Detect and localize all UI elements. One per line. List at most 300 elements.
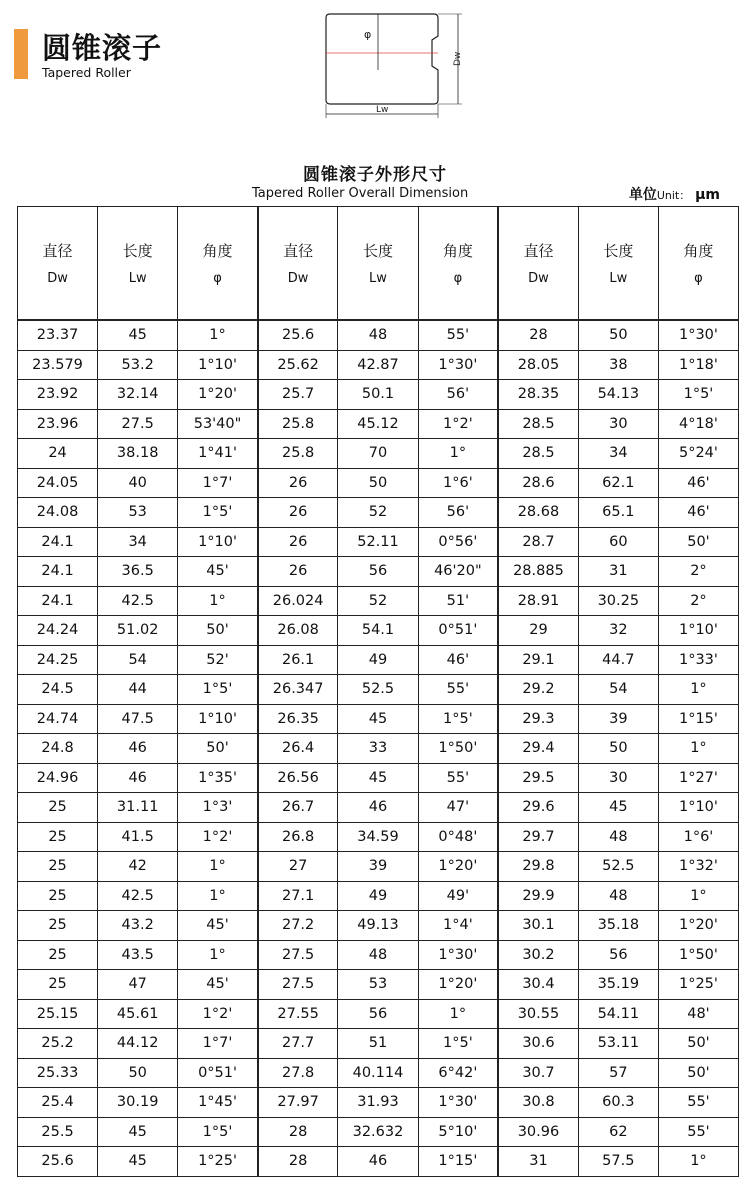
table-cell: 25.5	[18, 1117, 98, 1147]
brand-title-cn: 圆锥滚子	[42, 31, 163, 65]
table-cell: 33	[338, 734, 418, 764]
table-cell: 45	[98, 1117, 178, 1147]
table-cell: 46	[338, 1147, 418, 1177]
table-cell: 1°15'	[418, 1147, 498, 1177]
table-cell: 49	[338, 881, 418, 911]
table-cell: 1°30'	[418, 350, 498, 380]
column-header: 长度 Lw	[338, 207, 418, 321]
table-cell: 44	[98, 675, 178, 705]
column-header: 长度 Lw	[578, 207, 658, 321]
table-row	[18, 763, 739, 793]
roller-outline	[326, 14, 438, 104]
header-row	[18, 207, 739, 321]
table-cell: 45	[578, 793, 658, 823]
table-cell: 62	[578, 1117, 658, 1147]
table-cell: 25.2	[18, 1029, 98, 1059]
table-row	[18, 1058, 739, 1088]
table-cell: 27.97	[258, 1088, 338, 1118]
table-cell: 1°2'	[178, 999, 258, 1029]
table-row	[18, 1117, 739, 1147]
table-cell: 53.2	[98, 350, 178, 380]
table-cell: 54.11	[578, 999, 658, 1029]
table-cell: 28.885	[498, 557, 578, 587]
table-cell: 25	[18, 940, 98, 970]
table-cell: 1°27'	[658, 763, 738, 793]
table-cell: 27.8	[258, 1058, 338, 1088]
table-cell: 1°15'	[658, 704, 738, 734]
table-cell: 2°	[658, 557, 738, 587]
table-cell: 55'	[658, 1117, 738, 1147]
table-cell: 46'20"	[418, 557, 498, 587]
table-row	[18, 881, 739, 911]
table-row	[18, 616, 739, 646]
table-cell: 32.14	[98, 380, 178, 410]
table-cell: 1°	[178, 320, 258, 350]
table-cell: 50'	[658, 1029, 738, 1059]
table-cell: 1°	[658, 734, 738, 764]
table-row	[18, 704, 739, 734]
table-cell: 1°33'	[658, 645, 738, 675]
table-cell: 28.35	[498, 380, 578, 410]
table-cell: 26	[258, 498, 338, 528]
table-cell: 45'	[178, 557, 258, 587]
table-cell: 31	[578, 557, 658, 587]
table-cell: 28.7	[498, 527, 578, 557]
table-cell: 29	[498, 616, 578, 646]
table-cell: 45'	[178, 970, 258, 1000]
table-cell: 30.96	[498, 1117, 578, 1147]
table-cell: 56	[338, 557, 418, 587]
table-cell: 45.12	[338, 409, 418, 439]
table-cell: 1°10'	[658, 616, 738, 646]
table-cell: 30.55	[498, 999, 578, 1029]
table-cell: 29.4	[498, 734, 578, 764]
table-cell: 56	[578, 940, 658, 970]
table-cell: 1°45'	[178, 1088, 258, 1118]
table-cell: 49	[338, 645, 418, 675]
table-cell: 1°	[658, 1147, 738, 1177]
table-cell: 27	[258, 852, 338, 882]
table-cell: 25	[18, 881, 98, 911]
table-cell: 46	[338, 793, 418, 823]
table-cell: 29.2	[498, 675, 578, 705]
table-cell: 1°5'	[658, 380, 738, 410]
table-cell: 56'	[418, 380, 498, 410]
table-cell: 34.59	[338, 822, 418, 852]
table-cell: 53	[338, 970, 418, 1000]
table-cell: 1°10'	[178, 704, 258, 734]
table-cell: 43.2	[98, 911, 178, 941]
table-cell: 50'	[658, 1058, 738, 1088]
table-cell: 1°20'	[418, 852, 498, 882]
table-cell: 30.7	[498, 1058, 578, 1088]
table-cell: 30.25	[578, 586, 658, 616]
table-cell: 39	[578, 704, 658, 734]
table-cell: 28.5	[498, 409, 578, 439]
table-cell: 30.8	[498, 1088, 578, 1118]
table-cell: 28.91	[498, 586, 578, 616]
table-cell: 42.5	[98, 586, 178, 616]
table-cell: 25.4	[18, 1088, 98, 1118]
table-cell: 25	[18, 970, 98, 1000]
table-cell: 25.33	[18, 1058, 98, 1088]
table-cell: 1°	[178, 940, 258, 970]
brand-accent-bar	[14, 29, 28, 79]
table-cell: 48	[578, 822, 658, 852]
table-cell: 48'	[658, 999, 738, 1029]
table-cell: 50.1	[338, 380, 418, 410]
table-cell: 24.1	[18, 586, 98, 616]
table-cell: 31	[498, 1147, 578, 1177]
table-cell: 1°5'	[178, 675, 258, 705]
column-header: 角度 φ	[178, 207, 258, 321]
table-cell: 24.8	[18, 734, 98, 764]
table-cell: 30.6	[498, 1029, 578, 1059]
table-cell: 1°35'	[178, 763, 258, 793]
table-cell: 26.8	[258, 822, 338, 852]
table-cell: 23.96	[18, 409, 98, 439]
table-cell: 1°10'	[178, 350, 258, 380]
table-row	[18, 350, 739, 380]
table-row	[18, 498, 739, 528]
table-cell: 45'	[178, 911, 258, 941]
table-cell: 47.5	[98, 704, 178, 734]
table-cell: 50'	[178, 616, 258, 646]
table-cell: 26.4	[258, 734, 338, 764]
table-cell: 52.5	[338, 675, 418, 705]
column-header: 直径 Dw	[498, 207, 578, 321]
table-cell: 29.9	[498, 881, 578, 911]
table-cell: 30.2	[498, 940, 578, 970]
table-cell: 30	[578, 409, 658, 439]
table-row	[18, 320, 739, 350]
table-cell: 1°3'	[178, 793, 258, 823]
table-cell: 30.19	[98, 1088, 178, 1118]
brand-title-en: Tapered Roller	[42, 65, 131, 80]
table-title-cn: 圆锥滚子外形尺寸	[303, 165, 447, 185]
table-cell: 24.25	[18, 645, 98, 675]
table-cell: 1°50'	[418, 734, 498, 764]
table-cell: 70	[338, 439, 418, 469]
table-row	[18, 793, 739, 823]
table-cell: 55'	[418, 763, 498, 793]
table-cell: 49.13	[338, 911, 418, 941]
table-cell: 1°	[418, 439, 498, 469]
table-cell: 1°5'	[418, 1029, 498, 1059]
table-cell: 55'	[418, 675, 498, 705]
table-cell: 24.74	[18, 704, 98, 734]
table-cell: 25.8	[258, 439, 338, 469]
table-cell: 24.24	[18, 616, 98, 646]
table-cell: 54.13	[578, 380, 658, 410]
table-cell: 0°56'	[418, 527, 498, 557]
table-row	[18, 1029, 739, 1059]
table-cell: 26.35	[258, 704, 338, 734]
table-cell: 51.02	[98, 616, 178, 646]
table-cell: 56	[338, 999, 418, 1029]
phi-label: φ	[364, 28, 372, 41]
table-cell: 53.11	[578, 1029, 658, 1059]
table-cell: 52.5	[578, 852, 658, 882]
table-cell: 29.5	[498, 763, 578, 793]
table-cell: 34	[98, 527, 178, 557]
table-cell: 57.5	[578, 1147, 658, 1177]
table-row	[18, 409, 739, 439]
table-cell: 38	[578, 350, 658, 380]
table-cell: 29.8	[498, 852, 578, 882]
table-row	[18, 999, 739, 1029]
table-cell: 48	[338, 940, 418, 970]
table-cell: 26	[258, 557, 338, 587]
table-row	[18, 468, 739, 498]
table-cell: 1°10'	[658, 793, 738, 823]
table-title-en: Tapered Roller Overall Dimension	[252, 186, 469, 201]
table-cell: 30.4	[498, 970, 578, 1000]
table-cell: 6°42'	[418, 1058, 498, 1088]
table-cell: 27.2	[258, 911, 338, 941]
table-cell: 51'	[418, 586, 498, 616]
column-header: 角度 φ	[658, 207, 738, 321]
table-cell: 45.61	[98, 999, 178, 1029]
table-row	[18, 852, 739, 882]
table-cell: 44.12	[98, 1029, 178, 1059]
table-cell: 52'	[178, 645, 258, 675]
column-header: 长度 Lw	[98, 207, 178, 321]
table-row	[18, 380, 739, 410]
table-cell: 38.18	[98, 439, 178, 469]
table-cell: 29.3	[498, 704, 578, 734]
table-cell: 32	[578, 616, 658, 646]
table-cell: 0°48'	[418, 822, 498, 852]
table-cell: 23.37	[18, 320, 98, 350]
table-cell: 1°10'	[178, 527, 258, 557]
table-cell: 50	[578, 734, 658, 764]
table-cell: 25	[18, 822, 98, 852]
table-cell: 25	[18, 911, 98, 941]
table-cell: 30.1	[498, 911, 578, 941]
table-row	[18, 822, 739, 852]
table-cell: 28.5	[498, 439, 578, 469]
table-cell: 62.1	[578, 468, 658, 498]
table-cell: 28.68	[498, 498, 578, 528]
lw-label: Lw	[376, 105, 389, 115]
table-cell: 44.7	[578, 645, 658, 675]
table-row	[18, 940, 739, 970]
table-cell: 26.08	[258, 616, 338, 646]
table-cell: 27.5	[98, 409, 178, 439]
table-cell: 29.6	[498, 793, 578, 823]
table-row	[18, 527, 739, 557]
table-cell: 24.1	[18, 557, 98, 587]
table-cell: 46'	[658, 498, 738, 528]
table-cell: 27.7	[258, 1029, 338, 1059]
table-cell: 1°18'	[658, 350, 738, 380]
table-cell: 25	[18, 793, 98, 823]
table-cell: 26.56	[258, 763, 338, 793]
table-cell: 24.96	[18, 763, 98, 793]
table-cell: 25.6	[258, 320, 338, 350]
table-cell: 47	[98, 970, 178, 1000]
table-cell: 42.87	[338, 350, 418, 380]
table-cell: 54	[98, 645, 178, 675]
table-cell: 36.5	[98, 557, 178, 587]
table-cell: 0°51'	[178, 1058, 258, 1088]
table-row	[18, 439, 739, 469]
table-cell: 1°30'	[418, 1088, 498, 1118]
table-cell: 23.579	[18, 350, 98, 380]
table-cell: 28	[258, 1117, 338, 1147]
table-cell: 26.347	[258, 675, 338, 705]
table-cell: 24.5	[18, 675, 98, 705]
table-cell: 28	[498, 320, 578, 350]
table-cell: 25.8	[258, 409, 338, 439]
table-cell: 4°18'	[658, 409, 738, 439]
table-cell: 27.55	[258, 999, 338, 1029]
table-row	[18, 1147, 739, 1177]
table-cell: 34	[578, 439, 658, 469]
table-row	[18, 645, 739, 675]
table-cell: 1°	[418, 999, 498, 1029]
table-cell: 1°6'	[658, 822, 738, 852]
table-row	[18, 1088, 739, 1118]
table-cell: 1°25'	[658, 970, 738, 1000]
table-cell: 24.08	[18, 498, 98, 528]
table-cell: 1°30'	[658, 320, 738, 350]
table-cell: 49'	[418, 881, 498, 911]
table-cell: 52	[338, 498, 418, 528]
table-cell: 45	[338, 763, 418, 793]
column-header: 直径 Dw	[258, 207, 338, 321]
table-cell: 54.1	[338, 616, 418, 646]
table-cell: 31.93	[338, 1088, 418, 1118]
table-cell: 26	[258, 527, 338, 557]
table-cell: 0°51'	[418, 616, 498, 646]
table-cell: 42	[98, 852, 178, 882]
table-cell: 1°	[658, 675, 738, 705]
table-cell: 46'	[418, 645, 498, 675]
table-cell: 54	[578, 675, 658, 705]
table-cell: 45	[338, 704, 418, 734]
table-cell: 40	[98, 468, 178, 498]
table-cell: 23.92	[18, 380, 98, 410]
table-cell: 1°2'	[178, 822, 258, 852]
table-cell: 26.1	[258, 645, 338, 675]
table-cell: 41.5	[98, 822, 178, 852]
table-cell: 5°24'	[658, 439, 738, 469]
table-cell: 24	[18, 439, 98, 469]
table-cell: 50'	[178, 734, 258, 764]
table-cell: 46	[98, 734, 178, 764]
table-cell: 25.7	[258, 380, 338, 410]
tapered-roller-diagram	[318, 8, 468, 123]
table-cell: 26	[258, 468, 338, 498]
table-cell: 1°25'	[178, 1147, 258, 1177]
table-cell: 60.3	[578, 1088, 658, 1118]
table-cell: 25.6	[18, 1147, 98, 1177]
table-row	[18, 586, 739, 616]
table-cell: 56'	[418, 498, 498, 528]
table-cell: 1°50'	[658, 940, 738, 970]
table-cell: 35.19	[578, 970, 658, 1000]
table-cell: 26.7	[258, 793, 338, 823]
table-row	[18, 734, 739, 764]
table-cell: 43.5	[98, 940, 178, 970]
table-cell: 1°6'	[418, 468, 498, 498]
table-cell: 60	[578, 527, 658, 557]
table-cell: 52.11	[338, 527, 418, 557]
table-cell: 40.114	[338, 1058, 418, 1088]
table-cell: 28.05	[498, 350, 578, 380]
table-cell: 47'	[418, 793, 498, 823]
table-cell: 25	[18, 852, 98, 882]
table-cell: 27.1	[258, 881, 338, 911]
table-cell: 35.18	[578, 911, 658, 941]
table-cell: 1°5'	[178, 498, 258, 528]
table-cell: 1°20'	[418, 970, 498, 1000]
table-cell: 1°7'	[178, 468, 258, 498]
table-row	[18, 675, 739, 705]
dimension-table	[17, 206, 739, 1177]
table-cell: 32.632	[338, 1117, 418, 1147]
table-cell: 42.5	[98, 881, 178, 911]
table-cell: 27.5	[258, 970, 338, 1000]
table-cell: 48	[578, 881, 658, 911]
table-cell: 57	[578, 1058, 658, 1088]
table-row	[18, 557, 739, 587]
table-cell: 28.6	[498, 468, 578, 498]
table-cell: 1°5'	[418, 704, 498, 734]
table-cell: 65.1	[578, 498, 658, 528]
column-header: 角度 φ	[418, 207, 498, 321]
table-cell: 29.7	[498, 822, 578, 852]
table-cell: 46	[98, 763, 178, 793]
table-cell: 50	[98, 1058, 178, 1088]
table-cell: 31.11	[98, 793, 178, 823]
table-cell: 5°10'	[418, 1117, 498, 1147]
table-cell: 1°30'	[418, 940, 498, 970]
column-header: 直径 Dw	[18, 207, 98, 321]
table-cell: 24.05	[18, 468, 98, 498]
table-cell: 27.5	[258, 940, 338, 970]
table-cell: 1°20'	[658, 911, 738, 941]
table-cell: 55'	[658, 1088, 738, 1118]
table-cell: 1°41'	[178, 439, 258, 469]
table-cell: 1°	[178, 852, 258, 882]
table-cell: 51	[338, 1029, 418, 1059]
table-cell: 52	[338, 586, 418, 616]
table-cell: 1°2'	[418, 409, 498, 439]
table-cell: 2°	[658, 586, 738, 616]
table-cell: 45	[98, 320, 178, 350]
table-row	[18, 970, 739, 1000]
table-cell: 48	[338, 320, 418, 350]
unit-label: 单位Unit： μm	[628, 187, 720, 203]
table-cell: 25.15	[18, 999, 98, 1029]
table-cell: 29.1	[498, 645, 578, 675]
table-cell: 25.62	[258, 350, 338, 380]
dw-label: Dw	[453, 51, 463, 66]
table-cell: 50	[578, 320, 658, 350]
table-cell: 53'40"	[178, 409, 258, 439]
table-cell: 39	[338, 852, 418, 882]
table-cell: 1°32'	[658, 852, 738, 882]
table-cell: 45	[98, 1147, 178, 1177]
table-cell: 46'	[658, 468, 738, 498]
table-cell: 1°	[178, 586, 258, 616]
table-cell: 1°	[178, 881, 258, 911]
table-cell: 1°	[658, 881, 738, 911]
table-cell: 1°4'	[418, 911, 498, 941]
